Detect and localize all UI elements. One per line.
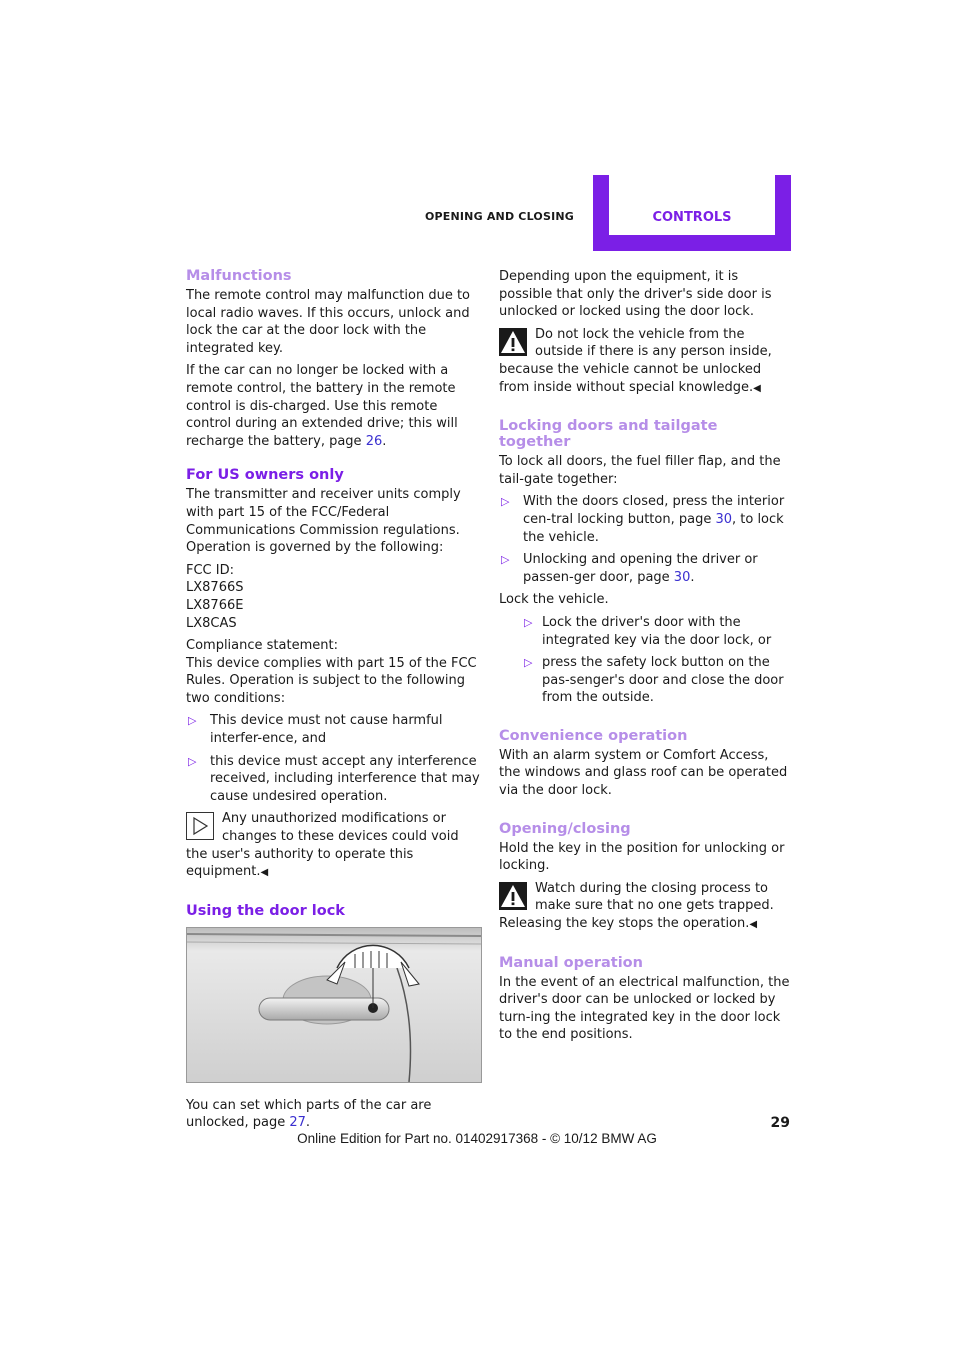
warning-box: Do not lock the vehicle from the outside if there is any person inside, because the vehicle cannot be unlocked from inside without special knowledge.◀ [499,326,772,395]
note-triangle-icon [186,812,214,840]
page-link[interactable]: 30 [673,569,691,585]
warning-icon [499,882,527,910]
end-mark-icon: ◀ [753,382,761,394]
list-item: ▷ this device must accept any interference received, including interference that may cause undesired operation. [188,753,480,804]
section-title: OPENING AND CLOSING [424,210,574,223]
page-link[interactable]: 26 [365,433,383,449]
bullet-triangle-icon: ▷ [501,495,510,509]
heading-door-lock: Using the door lock [186,902,345,919]
page-link[interactable]: 27 [289,1115,306,1131]
note-box: Any unauthorized modifications or changes to these devices could void the user's authority to operate this equipment.◀ [186,811,459,880]
chapter-tab [593,175,791,251]
compliance-statement: Compliance statement: This device complies with part 15 of the FCC Rules. Operation is subject to the following two conditions: [186,638,477,706]
paragraph: The remote control may malfunction due to local radio waves. If this occurs, unlock and lock the car at the door lock with the integrated key. [186,288,471,356]
heading-convenience: Convenience operation [499,727,688,744]
warning-box: Watch during the closing process to make sure that no one gets trapped. Releasing the key stops the operation.◀ [499,880,774,932]
paragraph: Lock the vehicle. [499,592,609,608]
door-lock-figure [186,927,482,1083]
sub-list-item: ▷ press the safety lock button on the pas-senger's door and close the door from the outside. [524,655,784,706]
heading-manual-operation: Manual operation [499,954,643,971]
door-handle-illustration [187,928,481,1082]
bullet-triangle-icon: ▷ [188,714,197,728]
heading-locking-together: Locking doors and tailgate together [499,418,718,451]
page-number: 29 [770,1115,790,1131]
paragraph: With an alarm system or Comfort Access, the windows and glass roof can be operated via the door lock. [499,747,788,799]
footer: Online Edition for Part no. 01402917368 - © 10/12 BMW AG [297,1131,657,1146]
heading-malfunctions: Malfunctions [186,268,292,284]
right-column [499,268,791,1049]
list-item: ▷ This device must not cause harmful interfer-ence, and [188,713,443,747]
paragraph: Depending upon the equipment, it is possible that only the driver's side door is unlocked or locked using the door lock. [499,269,772,320]
paragraph: The transmitter and receiver units comply with part 15 of the FCC/Federal Communications Commission regulations. Operation is governed by the following: [186,487,461,556]
paragraph: Hold the key in the position for unlocking or locking. [499,840,785,874]
heading-opening-closing: Opening/closing [499,820,631,837]
chapter-title: CONTROLS [652,209,732,225]
end-mark-icon: ◀ [749,919,758,931]
figure-caption: You can set which parts of the car are unlocked, page 27. [186,1097,432,1131]
bullet-triangle-icon: ▷ [524,615,533,629]
bullet-triangle-icon: ▷ [524,656,533,670]
bullet-triangle-icon: ▷ [501,553,510,567]
paragraph: In the event of an electrical malfunction, the driver's door can be unlocked or locked by turn-ing the integrated key in the door lock to the end positions. [499,974,790,1043]
fcc-id-list: FCC ID: LX8766S LX8766E LX8CAS [186,562,244,631]
paragraph: To lock all doors, the fuel filler flap, and the tail-gate together: [499,454,781,487]
warning-icon [499,328,527,356]
end-mark-icon: ◀ [260,867,269,879]
list-item: ▷ With the doors closed, press the interior cen-tral locking button, page 30, to lock the vehicle. [501,494,785,545]
heading-us-owners: For US owners only [186,467,344,484]
bullet-triangle-icon: ▷ [188,754,197,768]
paragraph: If the car can no longer be locked with a remote control, the battery in the remote control is dis-charged. Use this remote control during an extended drive; this will recharge the battery, page 26. [186,363,458,449]
left-column [186,268,480,1137]
list-item: ▷ Unlocking and opening the driver or passen-ger door, page 30. [501,552,758,585]
sub-list-item: ▷ Lock the driver's door with the integrated key via the door lock, or [524,614,772,648]
page-link[interactable]: 30 [715,511,732,527]
